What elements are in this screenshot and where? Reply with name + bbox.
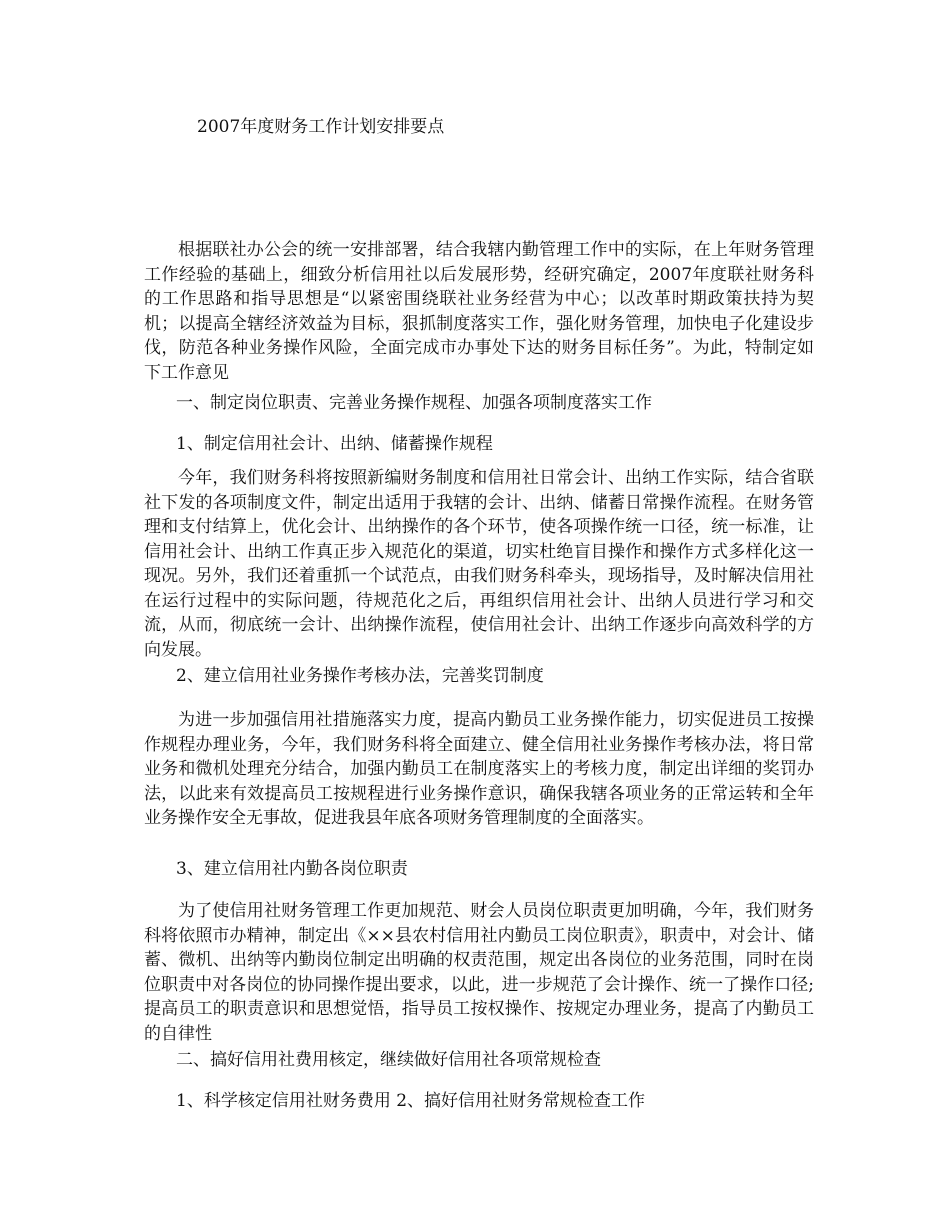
section-1-heading: 一、制定岗位职责、完善业务操作规程、加强各项制度落实工作 [176,393,652,413]
item-1-body: 今年，我们财务科将按照新编财务制度和信用社日常会计、出纳工作实际，结合省联社下发的各项制度文件，制定出适用于我辖的会计、出纳、储蓄日常操作流程。在财务管理和支付结算上，优化会计、出纳操作的各个环节，使各项操作统一口径，统一标准，让信用社会计、出纳工作真正步入规范化的渠道，切实杜绝盲目操作和操作方式多样化这一现况。另外，我们还着重抓一个试范点，由我们财务科牵头，现场指导，及时解决信用社在运行过程中的实际问题，待规范化之后，再组织信用社会计、出纳人员进行学习和交流，从而，彻底统一会计、出纳操作流程，使信用社会计、出纳工作逐步向高效科学的方向发展。 [144,468,814,660]
section-2-heading: 二、搞好信用社费用核定，继续做好信用社各项常规检查 [176,1050,601,1070]
intro-paragraph: 根据联社办公会的统一安排部署，结合我辖内勤管理工作中的实际，在上年财务管理工作经验的基础上，细致分析信用社以后发展形势，经研究确定，2007年度联社财务科的工作思路和指导思想是“以紧密围绕联社业务经营为中心；以改革时期政策扶持为契机；以提高全辖经济效益为目标，狠抓制度落实工作，强化财务管理，加快电子化建设步伐，防范各种业务操作风险，全面完成市办事处下达的财务目标任务”。为此，特制定如下工作意见 [144,240,814,383]
item-3-heading: 3、建立信用社内勤各岗位职责 [176,859,408,879]
item-2-body: 为进一步加强信用社措施落实力度，提高内勤员工业务操作能力，切实促进员工按操作规程办理业务，今年，我们财务科将全面建立、健全信用社业务操作考核办法，将日常业务和微机处理充分结合，加强内勤员工在制度落实上的考核力度，制定出详细的奖罚办法，以此来有效提高员工按规程进行业务操作意识，确保我辖各项业务的正常运转和全年业务操作安全无事故，促进我县年底各项财务管理制度的全面落实。 [144,710,814,828]
section-2-items: 1、科学核定信用社财务费用 2、搞好信用社财务常规检查工作 [176,1091,646,1111]
item-3-body: 为了使信用社财务管理工作更加规范、财会人员岗位职责更加明确，今年，我们财务科将依照市办精神，制定出《××县农村信用社内勤员工岗位职责》，职责中，对会计、储蓄、微机、出纳等内勤岗位制定出明确的权责范围，规定出各岗位的业务范围，同时在岗位职责中对各岗位的协同操作提出要求，以此，进一步规范了会计操作、统一了操作口径;提高员工的职责意识和思想觉悟，指导员工按权操作、按规定办理业务，提高了内勤员工的自律性 [144,901,814,1044]
document-title: 2007年度财务工作计划安排要点 [197,117,445,137]
item-2-heading: 2、建立信用社业务操作考核办法，完善奖罚制度 [176,666,544,686]
item-1-heading: 1、制定信用社会计、出纳、储蓄操作规程 [176,434,493,454]
